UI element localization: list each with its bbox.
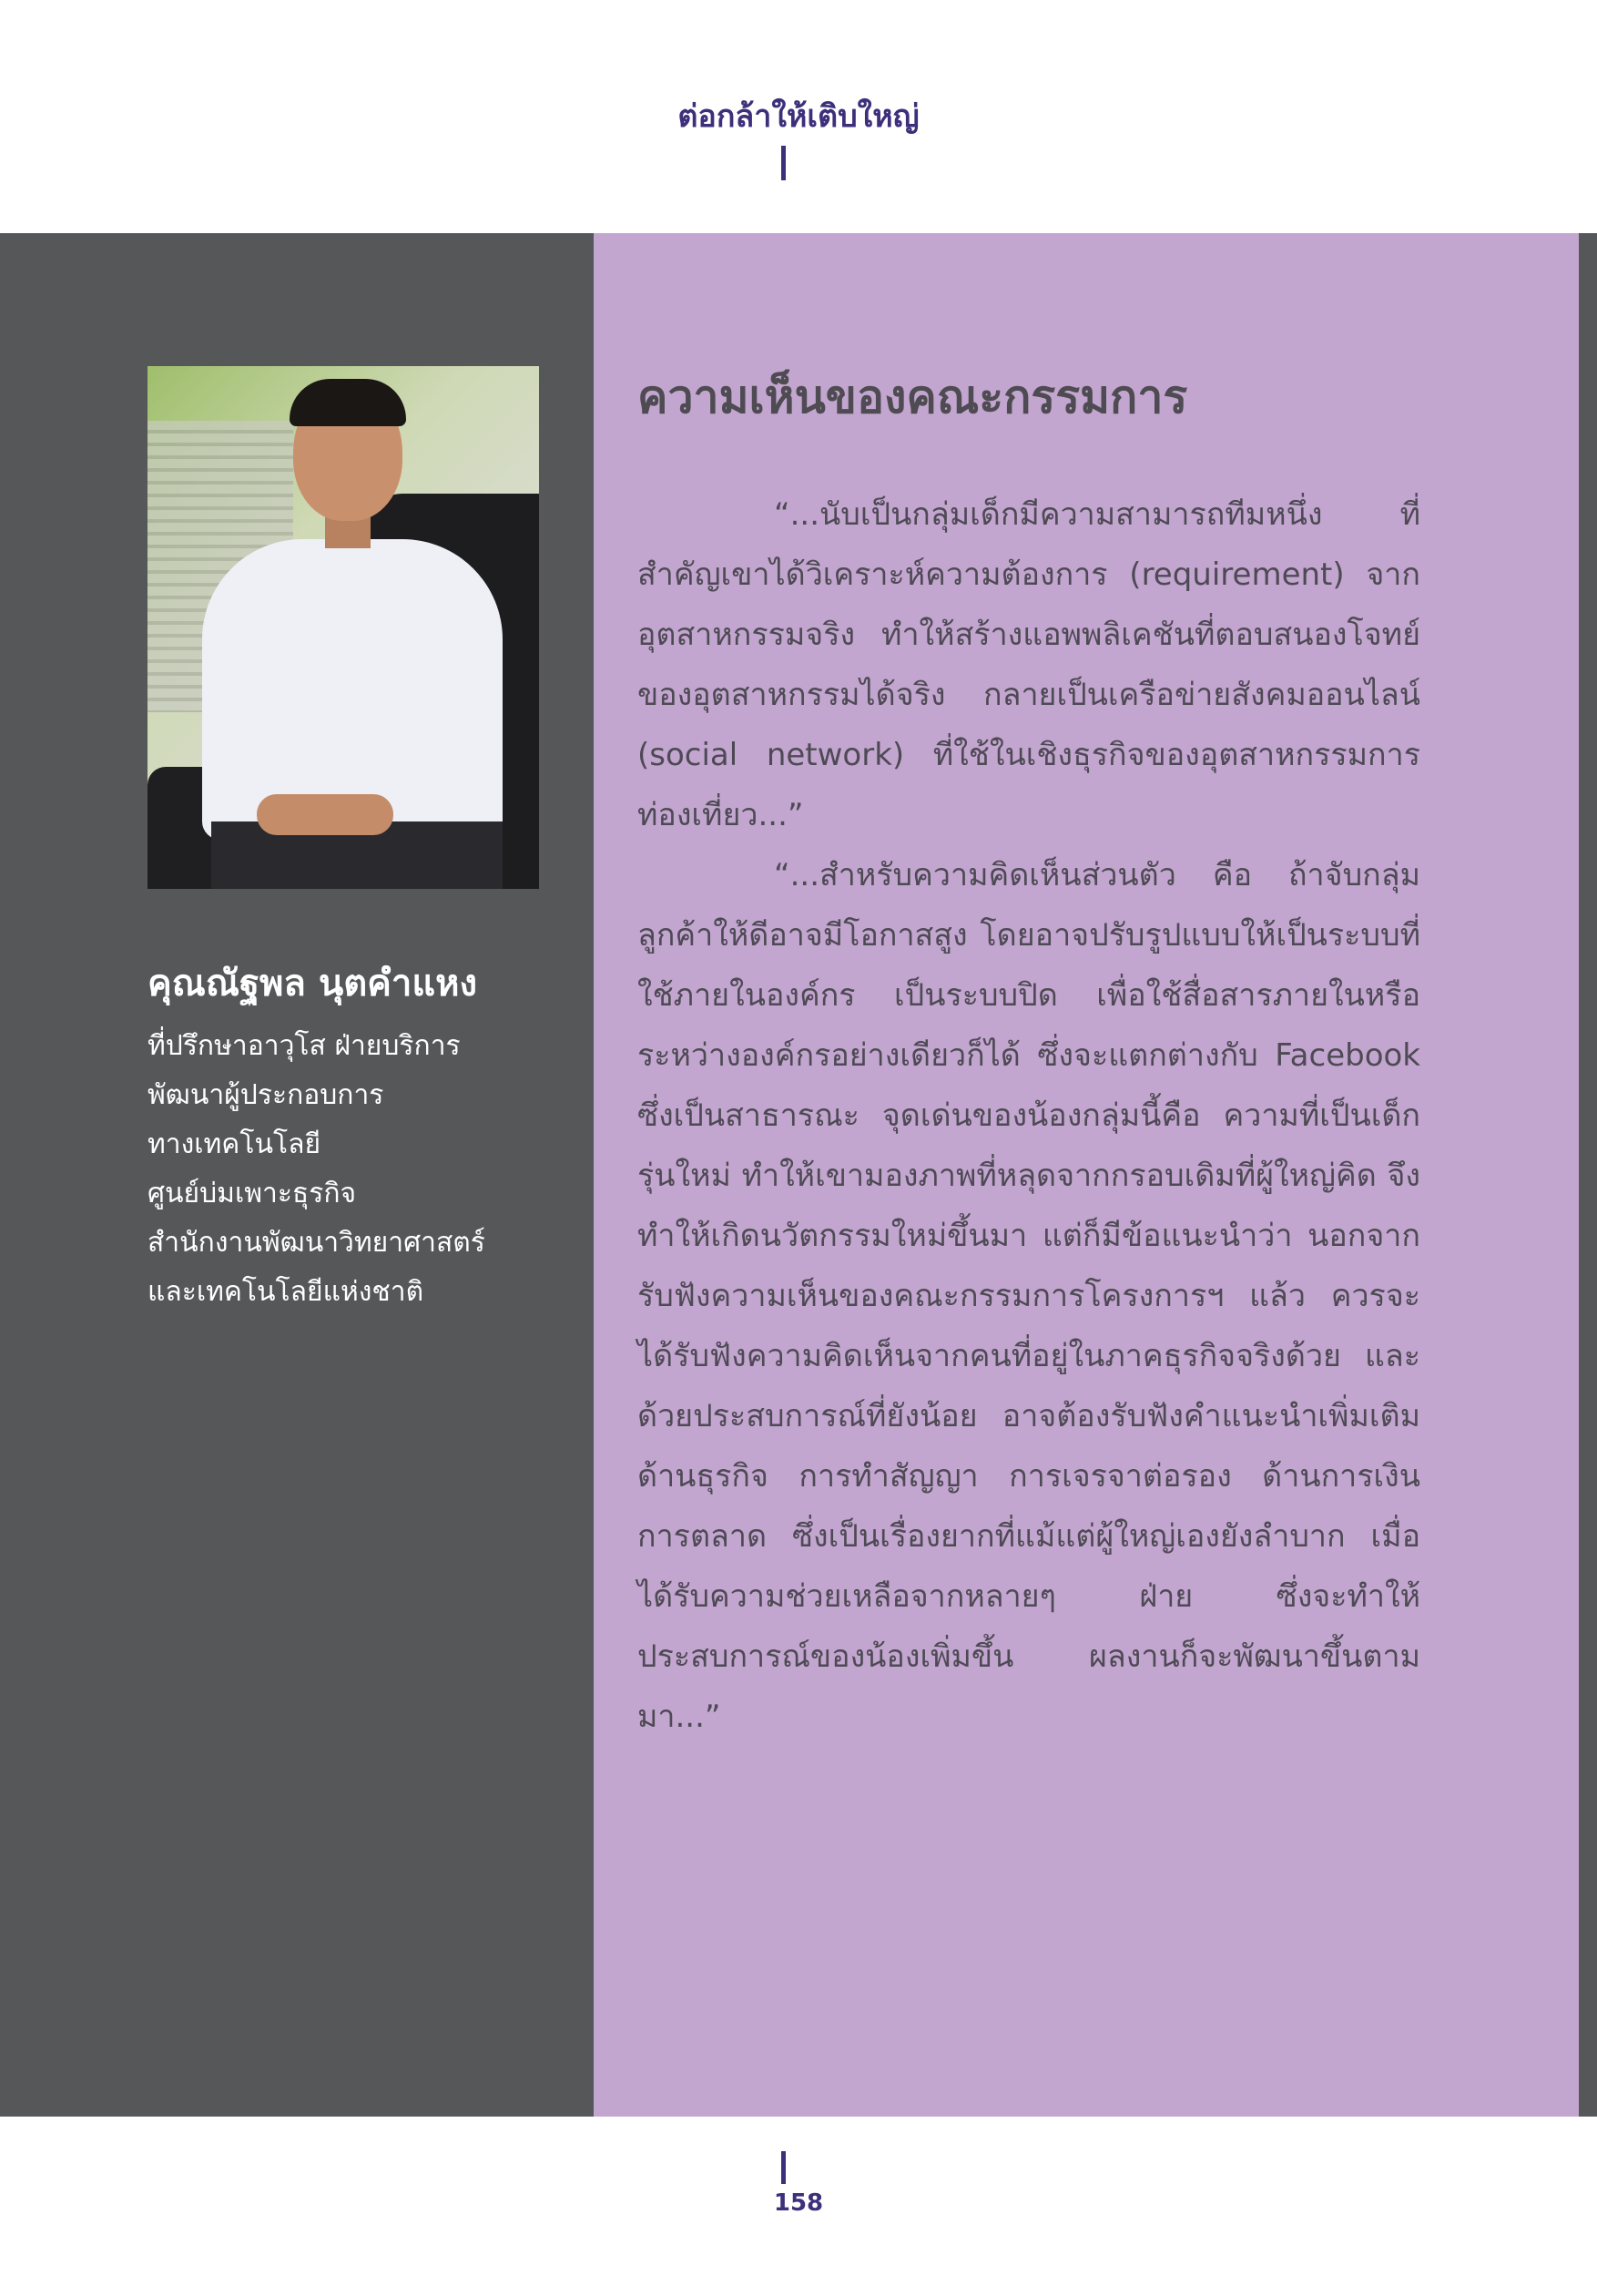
footer-divider	[781, 2151, 786, 2184]
page-number: 158	[773, 2189, 824, 2217]
role-line: ที่ปรึกษาอาวุโส ฝ่ายบริการ	[147, 1030, 461, 1062]
role-line: พัฒนาผู้ประกอบการ	[147, 1079, 384, 1111]
role-line: ทางเทคโนโลยี	[147, 1128, 321, 1160]
profile-panel	[0, 233, 594, 2117]
page-edge-strip	[1579, 233, 1597, 2117]
section-title: ความเห็นของคณะกรรมการ	[637, 371, 1188, 423]
role-line: และเทคโนโลยีแห่งชาติ	[147, 1276, 424, 1308]
role-line: สำนักงานพัฒนาวิทยาศาสตร์	[147, 1227, 485, 1259]
quote-paragraph: “...สำหรับความคิดเห็นส่วนตัว คือ ถ้าจับกลุ่มลูกค้าให้ดีอาจมีโอกาสสูง โดยอาจปรับรูปแบบให้เป็นระบบที่ใช้ภายในองค์กร เป็นระบบปิด เพื่อใช้สื่อสารภายในหรือระหว่างองค์กรอย่างเดียวก็ได้ ซึ่งจะแตกต่างกับ Facebook ซึ่งเป็นสาธารณะ จุดเด่นของน้องกลุ่มนี้คือ ความที่เป็นเด็กรุ่นใหม่ ทำให้เขามองภาพที่หลุดจากกรอบเดิมที่ผู้ใหญ่คิด จึงทำให้เกิดนวัตกรรมใหม่ขึ้นมา แต่ก็มีข้อแนะนำว่า นอกจากรับฟังความเห็นของคณะกรรมการโครงการฯ แล้ว ควรจะได้รับฟังความคิดเห็นจากคนที่อยู่ในภาคธุรกิจจริงด้วย และด้วยประสบการณ์ที่ยังน้อย อาจต้องรับฟังคำแนะนำเพิ่มเติมด้านธุรกิจ การทำสัญญา การเจรจาต่อรอง ด้านการเงิน การตลาด ซึ่งเป็นเรื่องยากที่แม้แต่ผู้ใหญ่เองยังลำบาก เมื่อได้รับความช่วยเหลือจากหลายๆ ฝ่าย ซึ่งจะทำให้ประสบการณ์ของน้องเพิ่มขึ้น ผลงานก็จะพัฒนาขึ้นตามมา...”	[637, 857, 1420, 1735]
person-name: คุณณัฐพล นุตคำแหง	[147, 963, 478, 1005]
person-role	[147, 1022, 575, 1317]
running-title: ต่อกล้าให้เติบใหญ่	[677, 98, 920, 135]
article-body	[637, 485, 1420, 1747]
article-panel	[594, 233, 1579, 2117]
header-divider	[781, 146, 786, 180]
quote-paragraph: “...นับเป็นกลุ่มเด็กมีความสามารถทีมหนึ่ง ที่สำคัญเขาได้วิเคราะห์ความต้องการ (requirement) จากอุตสาหกรรมจริง ทำให้สร้างแอพพลิเคชันที่ตอบสนองโจทย์ของอุตสาหกรรมได้จริง กลายเป็นเครือข่ายสังคมออนไลน์ (social network) ที่ใช้ในเชิงธุรกิจของอุตสาหกรรมการท่องเที่ยว...”	[637, 496, 1420, 833]
portrait-photo	[147, 366, 539, 889]
role-line: ศูนย์บ่มเพาะธุรกิจ	[147, 1178, 357, 1209]
content-band	[0, 233, 1597, 2117]
